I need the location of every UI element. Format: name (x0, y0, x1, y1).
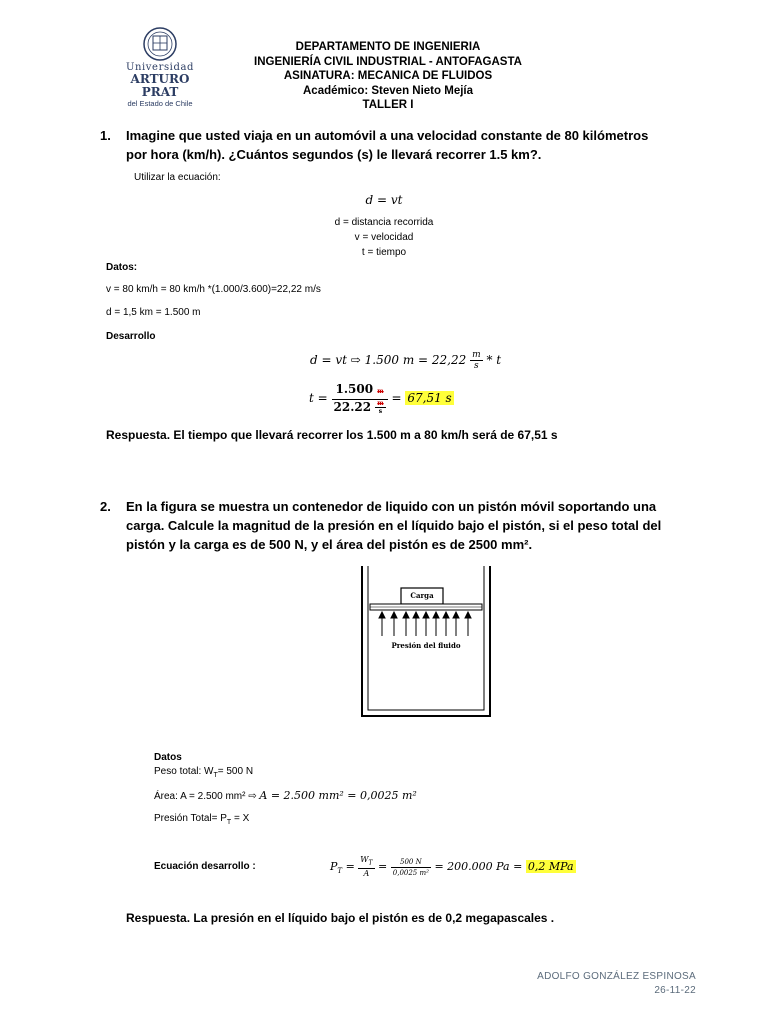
answer-2: Respuesta. La presión en el líquido bajo el pistón es de 0,2 megapascales . (126, 911, 555, 925)
frac1-num (358, 855, 374, 870)
dev-eq-unit-num: m (472, 350, 481, 360)
pressure-mid: = 200.000 Pa = (434, 860, 523, 873)
logo-line3: del Estado de Chile (127, 99, 193, 108)
use-equation-label: Utilizar la ecuación: (134, 172, 221, 183)
presion-total-label: Presión Total= P (154, 813, 227, 824)
pressure-fraction-1 (358, 855, 374, 880)
time-num-unit: m (377, 388, 384, 395)
peso-total-label: Peso total: W (154, 766, 214, 777)
footer (537, 970, 696, 998)
pressure-lhs: P (330, 860, 338, 873)
university-logo (116, 26, 204, 108)
desarrollo-label: Desarrollo (106, 331, 156, 342)
variable-definitions (284, 215, 484, 260)
dev-eq-main: d = vt ⇨ 1.500 m = 22,22 (310, 353, 467, 367)
question-1-text: Imagine que usted viaja en un automóvil a una velocidad constante de 80 kilómetros por hora (km/h). ¿Cuántos segundos (s) le llevará recorrer 1.5 km?. (126, 128, 649, 162)
datos-label-2: Datos (154, 752, 182, 763)
time-fraction (332, 382, 388, 415)
presion-total-sub: T (226, 819, 232, 826)
question-2 (100, 497, 686, 554)
question-1 (100, 126, 666, 164)
time-den-unit-den: s (378, 408, 383, 415)
time-den-unit (375, 400, 385, 415)
time-den (332, 400, 388, 415)
logo-line1: Universidad (125, 62, 195, 73)
time-result: 67,51 s (407, 391, 452, 405)
def-d: d = distancia recorrida (334, 217, 434, 228)
time-equals: = (391, 391, 402, 405)
header-program: INGENIERÍA CIVIL INDUSTRIAL - ANTOFAGASTA (254, 55, 522, 68)
area-equation: A = 2.500 mm² = 0,0025 m² (259, 789, 417, 802)
dato-velocity: v = 80 km/h = 80 km/h *(1.000/3.600)=22,22 m/s (106, 284, 321, 295)
time-num-value: 1.500 (335, 382, 374, 396)
def-v: v = velocidad (354, 232, 414, 243)
pressure-fraction-2 (391, 857, 431, 878)
presion-total-value: = X (231, 813, 250, 824)
document-header (200, 40, 576, 113)
time-equation (309, 380, 454, 416)
dato-distance: d = 1,5 km = 1.500 m (106, 307, 201, 318)
figure-load-label: Carga (410, 591, 434, 600)
header-department: DEPARTAMENTO DE INGENIERIA (295, 41, 481, 53)
frac1-num-sub: T (368, 859, 373, 867)
answer-1: Respuesta. El tiempo que llevará recorrer los 1.500 m a 80 km/h será de 67,51 s (106, 428, 558, 442)
piston-figure (356, 564, 496, 719)
header-course: ASINATURA: MECANICA DE FLUIDOS (283, 70, 493, 82)
equation-label: Ecuación desarrollo : (154, 861, 256, 872)
header-title: TALLER I (362, 99, 414, 111)
question-2-number: 2. (100, 499, 111, 514)
frac2-num: 500 N (391, 857, 431, 868)
def-t: t = tiempo (361, 247, 407, 258)
dev-eq-unit-fraction (470, 350, 483, 371)
frac2-den: 0,0025 m² (392, 868, 429, 877)
question-2-text: En la figura se muestra un contenedor de liquido con un pistón móvil soportando una carga. Calcule la magnitud de la presión en el líquido bajo el pistón, si el peso total del pistón y la carga es de 500 N, y el área del pistón es de 2500 mm². (126, 499, 662, 552)
header-academic: Académico: Steven Nieto Mejía (303, 84, 473, 97)
dato-peso-total (154, 765, 253, 782)
frac1-num-value: W (360, 854, 369, 864)
frac1-den: A (363, 869, 370, 879)
development-equation (310, 348, 501, 372)
dato-presion-total (154, 812, 249, 829)
time-num (332, 382, 388, 400)
footer-author: ADOLFO GONZÁLEZ ESPINOSA (537, 971, 696, 982)
peso-total-value: = 500 N (217, 766, 254, 777)
main-equation: d = vt (365, 193, 403, 207)
dev-eq-unit-den: s (474, 361, 479, 371)
dev-eq-tail: * t (486, 353, 502, 367)
pressure-result: 0,2 MPa (527, 860, 574, 873)
datos-label-1: Datos: (106, 262, 138, 273)
dato-area (154, 789, 417, 803)
peso-total-sub: T (213, 772, 218, 779)
pressure-equation: $P_T$ = $\frac{W_T}{A}$ = $\frac{500 N}{\text{0,0025 m²}}$ = 200.000 Pa = 0,2 MPa (330, 854, 574, 879)
footer-date: 26-11-22 (654, 985, 696, 996)
pressure-arrows (379, 612, 471, 636)
time-den-value: 22.22 (333, 400, 372, 414)
question-1-number: 1. (100, 128, 111, 143)
time-den-unit-num: m (377, 400, 384, 407)
time-lhs: t = (309, 391, 328, 405)
pressure-lhs-sub: T (337, 867, 343, 876)
figure-pressure-label: Presión del fluido (391, 641, 461, 650)
area-label: Área: A = 2.500 mm² ⇨ (154, 791, 257, 802)
logo-line2: ARTURO PRAT (130, 72, 190, 99)
